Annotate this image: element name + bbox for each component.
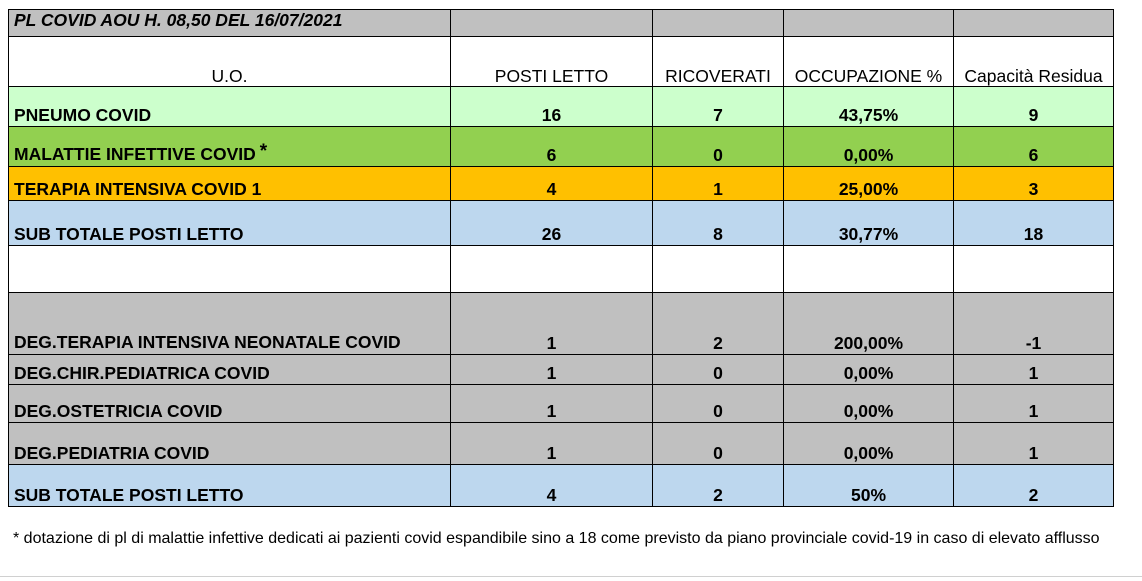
row-posti-letto: 1 [451, 293, 653, 355]
header-uo: U.O. [9, 37, 451, 87]
row-posti-letto: 16 [451, 87, 653, 127]
header-occupazione: OCCUPAZIONE % [784, 37, 954, 87]
row-occupazione: 0,00% [784, 423, 954, 465]
row-ricoverati: 0 [653, 127, 784, 167]
row-posti-letto: 1 [451, 385, 653, 423]
row-ricoverati: 2 [653, 465, 784, 507]
row-capacita: 2 [954, 465, 1114, 507]
row-posti-letto: 1 [451, 355, 653, 385]
row-occupazione: 0,00% [784, 385, 954, 423]
table-row-deg-terapia-intensiva-neonatale [9, 293, 1114, 355]
row-name: MALATTIE INFETTIVE COVID [14, 144, 256, 164]
row-posti-letto: 1 [451, 423, 653, 465]
row-posti-letto: 4 [451, 167, 653, 201]
row-occupazione: 30,77% [784, 201, 954, 246]
footnote-text: * dotazione di pl di malattie infettive dedicati ai pazienti covid espandibile sino a 18 come previsto da piano provinciale covid-19 in caso di elevato afflusso [13, 530, 1100, 547]
row-occupazione: 200,00% [784, 293, 954, 355]
row-capacita: 1 [954, 355, 1114, 385]
table-row-deg-ostetricia [9, 385, 1114, 423]
table-row-terapia-intensiva-covid [9, 167, 1114, 201]
row-occupazione: 25,00% [784, 167, 954, 201]
spacer-row [9, 246, 1114, 293]
row-occupazione: 0,00% [784, 127, 954, 167]
bottom-divider [0, 576, 1142, 577]
spacer-cell [954, 246, 1114, 293]
table-row-subtotal-2 [9, 465, 1114, 507]
header-capacita-residua: Capacità Residua [954, 37, 1114, 87]
row-capacita: 3 [954, 167, 1114, 201]
spacer-cell [653, 246, 784, 293]
row-ricoverati: 0 [653, 423, 784, 465]
row-name: DEG.CHIR.PEDIATRICA COVID [9, 355, 451, 385]
row-ricoverati: 7 [653, 87, 784, 127]
row-capacita: -1 [954, 293, 1114, 355]
table-row-deg-pediatria [9, 423, 1114, 465]
title-spacer-cell [451, 10, 653, 37]
row-capacita: 1 [954, 385, 1114, 423]
header-ricoverati: RICOVERATI [653, 37, 784, 87]
row-occupazione: 43,75% [784, 87, 954, 127]
row-name: DEG.TERAPIA INTENSIVA NEONATALE COVID [9, 293, 451, 355]
title-row [9, 10, 1114, 37]
header-row [9, 37, 1114, 87]
spacer-cell [9, 246, 451, 293]
row-ricoverati: 1 [653, 167, 784, 201]
covid-beds-table [8, 9, 1114, 507]
row-name: SUB TOTALE POSTI LETTO [9, 201, 451, 246]
table-title: PL COVID AOU H. 08,50 DEL 16/07/2021 [9, 10, 451, 37]
row-occupazione: 50% [784, 465, 954, 507]
row-ricoverati: 8 [653, 201, 784, 246]
table-row-deg-chir-pediatrica [9, 355, 1114, 385]
title-spacer-cell [954, 10, 1114, 37]
row-name: PNEUMO COVID [9, 87, 451, 127]
row-name: DEG.OSTETRICIA COVID [9, 385, 451, 423]
title-spacer-cell [653, 10, 784, 37]
row-posti-letto: 6 [451, 127, 653, 167]
table-row-malattie-infettive-covid [9, 127, 1114, 167]
row-capacita: 6 [954, 127, 1114, 167]
row-ricoverati: 0 [653, 355, 784, 385]
row-capacita: 18 [954, 201, 1114, 246]
row-ricoverati: 2 [653, 293, 784, 355]
header-posti-letto: POSTI LETTO [451, 37, 653, 87]
row-name: DEG.PEDIATRIA COVID [9, 423, 451, 465]
row-posti-letto: 26 [451, 201, 653, 246]
row-capacita: 9 [954, 87, 1114, 127]
row-capacita: 1 [954, 423, 1114, 465]
row-occupazione: 0,00% [784, 355, 954, 385]
table-row-subtotal-1 [9, 201, 1114, 246]
footnote-marker: * [259, 141, 268, 162]
row-name-cell [9, 127, 451, 167]
table-row-pneumo-covid [9, 87, 1114, 127]
spacer-cell [451, 246, 653, 293]
spacer-cell [784, 246, 954, 293]
row-name: SUB TOTALE POSTI LETTO [9, 465, 451, 507]
row-posti-letto: 4 [451, 465, 653, 507]
row-name: TERAPIA INTENSIVA COVID 1 [9, 167, 451, 201]
title-spacer-cell [784, 10, 954, 37]
row-ricoverati: 0 [653, 385, 784, 423]
